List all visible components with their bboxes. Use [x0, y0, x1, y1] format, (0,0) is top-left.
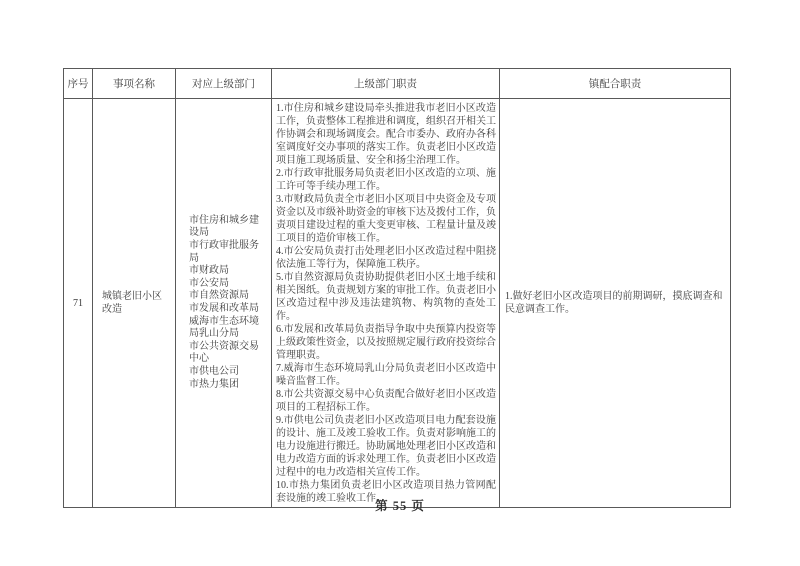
department-name: 市发展和改革局 [189, 303, 259, 314]
department-name: 市公安局 [189, 277, 229, 289]
department-name: 市供电公司 [189, 365, 239, 377]
department-name: 市热力集团 [189, 378, 239, 390]
department-name: 市自然资源局 [189, 290, 249, 302]
cell-town-duties [500, 99, 731, 508]
superior-duty-paragraph: 3.市财政局负责全市老旧小区项目中央资金及专项资金以及市级补助资金的审核下达及拨付工作，负责项目建设过程的重大变更审核、工程量计量及竣工项目的造价审核工作。 [276, 194, 496, 244]
cell-index: 71 [64, 99, 93, 508]
header-town-duties: 镇配合职责 [500, 69, 731, 99]
superior-duty-paragraph: 9.市供电公司负责老旧小区改造项目电力配套设施的设计、施工及竣工验收工作。负责对影响施工的电力设施进行搬迁。协助属地处理老旧小区改造和电力改造方面的诉求处理工作。负责老旧小区改造过程中的电力改造相关宣传工作。 [276, 415, 496, 478]
duties-table [63, 68, 731, 508]
cell-superior-duties [272, 99, 500, 508]
superior-duty-paragraph: 1.市住房和城乡建设局牵头推进我市老旧小区改造工作，负责整体工程推进和调度，组织召开相关工作协调会和现场调度会。配合市委办、政府办各科室调度好交办事项的落实工作。负责老旧小区改造项目施工现场质量、安全和扬尘治理工作。 [276, 103, 496, 166]
table-header-row [64, 69, 731, 99]
superior-duty-paragraph: 8.市公共资源交易中心负责配合做好老旧小区改造项目的工程招标工作。 [276, 389, 496, 413]
superior-duty-paragraph: 4.市公安局负责打击处理老旧小区改造过程中阻挠依法施工等行为，保障施工秩序。 [276, 246, 496, 270]
header-superior-duties: 上级部门职责 [272, 69, 500, 99]
page-number: 第 55 页 [375, 499, 425, 513]
department-name: 威海市生态环境局乳山分局 [189, 315, 259, 340]
town-duty-paragraph: 1.做好老旧小区改造项目的前期调研，摸底调查和民意调查工作。 [505, 291, 723, 315]
department-name: 市公共资源交易中心 [189, 340, 259, 365]
department-name: 市财政局 [189, 265, 229, 277]
superior-duty-paragraph: 2.市行政审批服务局负责老旧小区改造的立项、施工许可等手续办理工作。 [276, 168, 496, 192]
department-name: 市行政审批服务局 [189, 240, 259, 264]
header-item-name: 事项名称 [93, 69, 176, 99]
superior-duty-paragraph: 5.市自然资源局负责协助提供老旧小区土地手续和相关图纸。负责规划方案的审批工作。负责老旧小区改造过程中涉及违法建筑物、构筑物的查处工作。 [276, 272, 496, 322]
cell-departments [176, 99, 272, 508]
table-row [64, 99, 731, 508]
superior-duty-paragraph: 7.威海市生态环境局乳山分局负责老旧小区改造中噪音监督工作。 [276, 363, 496, 387]
department-name: 市住房和城乡建设局 [189, 214, 259, 239]
header-departments: 对应上级部门 [176, 69, 272, 99]
superior-duty-paragraph: 6.市发展和改革局负责指导争取中央预算内投资等上级政策性资金，以及按照规定履行政府投资综合管理职责。 [276, 324, 496, 361]
header-index: 序号 [64, 69, 93, 99]
cell-item-name: 城镇老旧小区改造 [93, 99, 176, 508]
superior-duty-paragraph: 10.市热力集团负责老旧小区改造项目热力管网配套设施的竣工验收工作。 [276, 480, 496, 504]
